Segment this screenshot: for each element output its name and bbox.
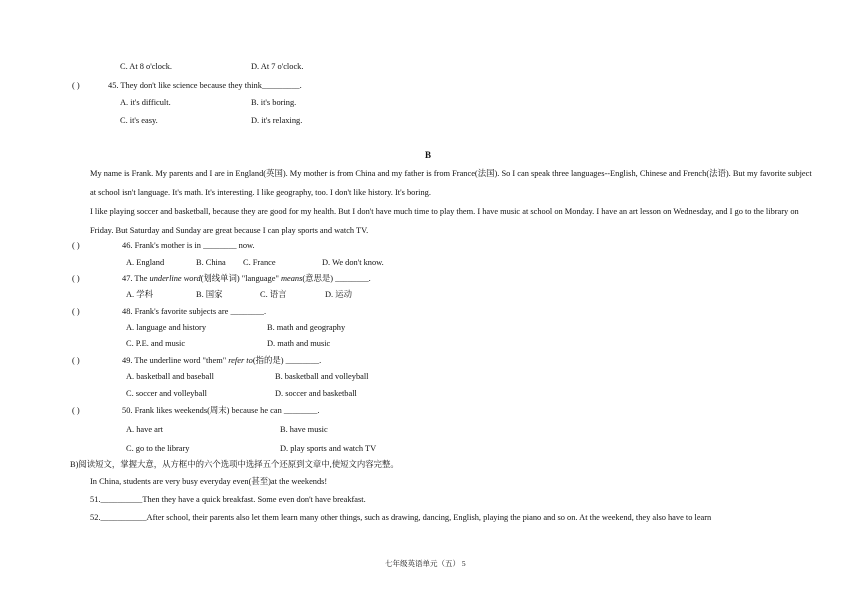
q46-option-c: C. France [243,258,276,267]
q49-option-b: B. basketball and volleyball [275,372,369,381]
passage2-item-51: 51.__________Then they have a quick breakfast. Some even don't have breakfast. [90,495,366,504]
q44-option-d: D. At 7 o'clock. [251,62,304,71]
q45-stem: 45. They don't like science because they think_________. [108,81,302,90]
q50-option-a: A. have art [126,425,163,434]
section-b-title: B [425,150,432,160]
passage-paragraph-1: My name is Frank. My parents and I are in England(英国). My mother is from China and my father is from France(法国). So I can speak three languages--English, Chinese and French(法语). But my favorite subject at school isn't language. It's math. It's interesting. I like geography, too. I don't like history. It's boring. [90,169,812,197]
q47-option-d: D. 运动 [325,290,352,299]
page-footer: 七年级英语单元（五） 5 [385,559,466,568]
q50-option-d: D. play sports and watch TV [280,444,377,453]
q50-option-b: B. have music [280,425,328,434]
q45-option-a: A. it's difficult. [120,98,171,107]
q49-option-d: D. soccer and basketball [275,389,357,398]
q48-answer-bracket[interactable]: ( ) [72,307,80,316]
q45-option-d: D. it's relaxing. [251,116,303,125]
q48-option-d: D. math and music [267,339,331,348]
q47-answer-bracket[interactable]: ( ) [72,274,80,283]
q47-option-b: B. 国家 [196,290,223,299]
q44-option-c: C. At 8 o'clock. [120,62,172,71]
q48-option-b: B. math and geography [267,323,346,332]
passage2-item-52: 52.___________After school, their parents also let them learn many other things, such as drawing, dancing, English, playing the piano and so on. At the weekend, they also have to learn [90,513,712,522]
q46-option-a: A. England [126,258,165,267]
q46-option-d: D. We don't know. [322,258,384,267]
q49-answer-bracket[interactable]: ( ) [72,356,80,365]
passage2-intro: In China, students are very busy everyday even(甚至)at the weekends! [90,477,328,486]
q46-option-b: B. China [196,258,226,267]
q48-stem: 48. Frank's favorite subjects are ________. [122,307,267,316]
section-b2-instruction: B)阅读短文，掌握大意，从方框中的六个选项中选择五个还原到文章中,使短文内容完整。 [70,460,399,469]
passage-paragraph-2: I like playing soccer and basketball, because they are good for my health. But I don't have much time to play them. I have music at school on Monday. I have an art lesson on Wednesday, and I go to the library on Friday. But Saturday and Sunday are great because I can play sports and watch TV. [90,207,799,235]
q46-answer-bracket[interactable]: ( ) [72,241,80,250]
q50-stem: 50. Frank likes weekends(周末) because he can ________. [122,406,320,415]
q50-answer-bracket[interactable]: ( ) [72,406,80,415]
q48-option-a: A. language and history [126,323,207,332]
q47-option-c: C. 语言 [260,290,287,299]
q47-option-a: A. 学科 [126,290,153,299]
q46-stem: 46. Frank's mother is in ________ now. [122,241,255,250]
q49-option-c: C. soccer and volleyball [126,389,207,398]
q50-option-c: C. go to the library [126,444,190,453]
q45-option-c: C. it's easy. [120,116,158,125]
q49-stem: 49. The underline word "them" refer to(指的是) ________. [122,356,322,365]
q48-option-c: C. P.E. and music [126,339,186,348]
q49-option-a: A. basketball and baseball [126,372,214,381]
q45-option-b: B. it's boring. [251,98,297,107]
q47-stem: 47. The underline word(划线单词) "language" means(意思是) ________. [122,274,371,283]
q45-answer-bracket[interactable]: ( ) [72,81,80,90]
